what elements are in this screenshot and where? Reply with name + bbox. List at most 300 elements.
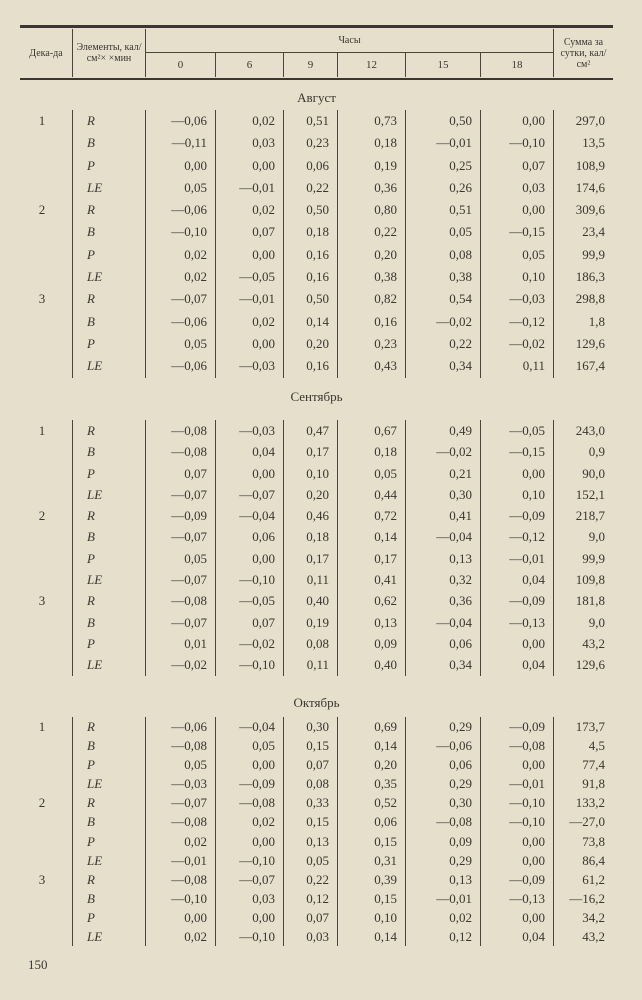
daily-sum-cell: 108,9 <box>553 155 613 177</box>
month-section <box>20 420 613 676</box>
decade-cell: 3 <box>38 291 46 307</box>
value-cell: 0,06 <box>405 755 480 774</box>
value-cell: 0,00 <box>480 463 553 484</box>
value-cell: 0,10 <box>480 484 553 505</box>
page-number: 150 <box>28 957 48 972</box>
value-cell: 0,29 <box>405 851 480 870</box>
value-cell: —0,07 <box>145 484 215 505</box>
value-cell: 0,00 <box>480 832 553 851</box>
value-cell: —0,08 <box>145 870 215 889</box>
table-row <box>20 526 613 547</box>
decade-cell: 3 <box>38 871 46 887</box>
daily-sum-cell: 73,8 <box>553 832 613 851</box>
value-cell: —0,05 <box>215 266 283 288</box>
value-cell: 0,15 <box>337 832 405 851</box>
table-row <box>20 832 613 851</box>
month-section <box>20 717 613 946</box>
value-cell: 0,05 <box>145 177 215 199</box>
value-cell: 0,43 <box>337 355 405 377</box>
daily-sum-cell: 186,3 <box>553 266 613 288</box>
value-cell: —0,10 <box>215 569 283 590</box>
value-cell: 0,05 <box>405 221 480 243</box>
daily-sum-cell: 61,2 <box>553 870 613 889</box>
table-row <box>20 355 613 377</box>
value-cell: 0,34 <box>405 654 480 675</box>
table-row <box>20 569 613 590</box>
value-cell: —0,01 <box>405 889 480 908</box>
daily-sum-cell: 99,9 <box>553 548 613 569</box>
daily-sum-cell: 109,8 <box>553 569 613 590</box>
value-cell: 0,05 <box>145 755 215 774</box>
value-cell: —0,06 <box>145 717 215 736</box>
decade-cell <box>20 812 72 831</box>
daily-sum-cell: 129,6 <box>553 654 613 675</box>
table-header <box>20 29 613 77</box>
element-cell: LE <box>72 484 145 505</box>
value-cell: 0,08 <box>283 774 337 793</box>
value-cell: 0,00 <box>215 755 283 774</box>
value-cell: 0,17 <box>283 548 337 569</box>
element-cell: P <box>72 908 145 927</box>
value-cell: —0,06 <box>145 311 215 333</box>
value-cell: —0,13 <box>480 889 553 908</box>
value-cell: —0,10 <box>215 851 283 870</box>
element-cell: B <box>72 889 145 908</box>
value-cell: 0,16 <box>283 266 337 288</box>
element-cell: R <box>72 420 145 441</box>
value-cell: 0,05 <box>480 244 553 266</box>
value-cell: 0,10 <box>480 266 553 288</box>
value-cell: —0,15 <box>480 441 553 462</box>
decade-cell: 3 <box>38 593 46 609</box>
value-cell: 0,25 <box>405 155 480 177</box>
value-cell: —0,08 <box>145 812 215 831</box>
value-cell: 0,50 <box>283 199 337 221</box>
value-cell: 0,50 <box>405 110 480 132</box>
header-hour-12: 12 <box>337 53 405 77</box>
value-cell: 0,41 <box>337 569 405 590</box>
decade-cell <box>20 177 72 199</box>
header-hour-6: 6 <box>215 53 283 77</box>
element-cell: P <box>72 244 145 266</box>
element-cell: P <box>72 333 145 355</box>
value-cell: 0,11 <box>283 569 337 590</box>
daily-sum-cell: 297,0 <box>553 110 613 132</box>
value-cell: 0,03 <box>215 132 283 154</box>
value-cell: —0,01 <box>480 774 553 793</box>
value-cell: 0,38 <box>405 266 480 288</box>
value-cell: 0,46 <box>283 505 337 526</box>
value-cell: 0,16 <box>283 244 337 266</box>
table-row <box>20 755 613 774</box>
value-cell: 0,20 <box>337 244 405 266</box>
table-row <box>20 311 613 333</box>
value-cell: —0,03 <box>215 355 283 377</box>
decade-cell <box>20 908 72 927</box>
value-cell: 0,17 <box>337 548 405 569</box>
daily-sum-cell: 43,2 <box>553 633 613 654</box>
value-cell: 0,04 <box>480 927 553 946</box>
element-cell: LE <box>72 654 145 675</box>
table-row <box>20 908 613 927</box>
value-cell: 0,16 <box>337 311 405 333</box>
table-row <box>20 441 613 462</box>
daily-sum-cell: 4,5 <box>553 736 613 755</box>
value-cell: 0,08 <box>283 633 337 654</box>
value-cell: —0,06 <box>145 199 215 221</box>
element-cell: P <box>72 155 145 177</box>
element-cell: R <box>72 505 145 526</box>
decade-cell: 1 <box>38 719 46 734</box>
element-cell: LE <box>72 927 145 946</box>
daily-sum-cell: 152,1 <box>553 484 613 505</box>
value-cell: 0,12 <box>405 927 480 946</box>
table-row <box>20 288 613 310</box>
value-cell: —0,07 <box>145 526 215 547</box>
value-cell: 0,54 <box>405 288 480 310</box>
value-cell: 0,07 <box>215 221 283 243</box>
value-cell: —0,06 <box>145 355 215 377</box>
value-cell: 0,31 <box>337 851 405 870</box>
table-row <box>20 612 613 633</box>
value-cell: 0,02 <box>215 812 283 831</box>
value-cell: 0,02 <box>145 832 215 851</box>
value-cell: 0,04 <box>215 441 283 462</box>
month-heading: Октябрь <box>293 695 340 710</box>
value-cell: 0,00 <box>480 633 553 654</box>
daily-sum-cell: 9,0 <box>553 526 613 547</box>
value-cell: —0,04 <box>215 717 283 736</box>
value-cell: —0,07 <box>215 484 283 505</box>
value-cell: 0,02 <box>215 199 283 221</box>
value-cell: 0,02 <box>215 311 283 333</box>
value-cell: 0,04 <box>480 569 553 590</box>
value-cell: 0,18 <box>283 221 337 243</box>
value-cell: —0,10 <box>480 132 553 154</box>
value-cell: 0,00 <box>145 155 215 177</box>
decade-cell <box>20 851 72 870</box>
element-cell: R <box>72 717 145 736</box>
value-cell: —0,10 <box>145 221 215 243</box>
value-cell: —0,08 <box>215 793 283 812</box>
decade-cell <box>20 355 72 377</box>
value-cell: 0,22 <box>337 221 405 243</box>
value-cell: —0,02 <box>480 333 553 355</box>
element-cell: B <box>72 736 145 755</box>
table-row <box>20 155 613 177</box>
value-cell: 0,47 <box>283 420 337 441</box>
header-hours: Часы <box>145 29 553 53</box>
daily-sum-cell: 99,9 <box>553 244 613 266</box>
value-cell: 0,30 <box>405 484 480 505</box>
element-cell: R <box>72 110 145 132</box>
value-cell: 0,69 <box>337 717 405 736</box>
value-cell: —0,04 <box>215 505 283 526</box>
value-cell: —0,02 <box>405 311 480 333</box>
daily-sum-cell: 13,5 <box>553 132 613 154</box>
value-cell: 0,20 <box>283 484 337 505</box>
value-cell: 0,05 <box>145 333 215 355</box>
value-cell: 0,02 <box>215 110 283 132</box>
decade-cell <box>20 755 72 774</box>
element-cell: LE <box>72 851 145 870</box>
element-cell: LE <box>72 266 145 288</box>
daily-sum-cell: 91,8 <box>553 774 613 793</box>
value-cell: 0,17 <box>283 441 337 462</box>
value-cell: 0,21 <box>405 463 480 484</box>
value-cell: 0,32 <box>405 569 480 590</box>
element-cell: P <box>72 832 145 851</box>
value-cell: —0,08 <box>480 736 553 755</box>
value-cell: —0,08 <box>145 441 215 462</box>
value-cell: 0,09 <box>405 832 480 851</box>
table-row <box>20 177 613 199</box>
value-cell: 0,23 <box>337 333 405 355</box>
value-cell: 0,00 <box>480 851 553 870</box>
element-cell: P <box>72 548 145 569</box>
decade-cell <box>20 484 72 505</box>
header-hour-18: 18 <box>480 53 553 77</box>
value-cell: —0,12 <box>480 526 553 547</box>
value-cell: —0,09 <box>480 590 553 611</box>
value-cell: 0,67 <box>337 420 405 441</box>
decade-cell <box>20 221 72 243</box>
value-cell: —0,01 <box>215 288 283 310</box>
table-row <box>20 851 613 870</box>
value-cell: —0,03 <box>215 420 283 441</box>
element-cell: R <box>72 870 145 889</box>
table-row <box>20 736 613 755</box>
value-cell: —0,08 <box>145 590 215 611</box>
value-cell: 0,50 <box>283 288 337 310</box>
value-cell: 0,03 <box>215 889 283 908</box>
value-cell: 0,11 <box>283 654 337 675</box>
daily-sum-cell: 181,8 <box>553 590 613 611</box>
table-row <box>20 654 613 675</box>
value-cell: 0,08 <box>405 244 480 266</box>
value-cell: —0,01 <box>145 851 215 870</box>
daily-sum-cell: 243,0 <box>553 420 613 441</box>
value-cell: —0,05 <box>480 420 553 441</box>
element-cell: R <box>72 590 145 611</box>
value-cell: 0,00 <box>480 110 553 132</box>
table-row <box>20 774 613 793</box>
value-cell: 0,39 <box>337 870 405 889</box>
value-cell: —0,03 <box>480 288 553 310</box>
value-cell: 0,30 <box>405 793 480 812</box>
value-cell: 0,72 <box>337 505 405 526</box>
value-cell: —0,01 <box>215 177 283 199</box>
daily-sum-cell: 86,4 <box>553 851 613 870</box>
value-cell: 0,14 <box>337 927 405 946</box>
value-cell: 0,34 <box>405 355 480 377</box>
table-row <box>20 110 613 132</box>
value-cell: 0,15 <box>283 812 337 831</box>
decade-cell <box>20 612 72 633</box>
table-row <box>20 132 613 154</box>
value-cell: 0,16 <box>283 355 337 377</box>
decade-cell <box>20 526 72 547</box>
value-cell: 0,00 <box>480 908 553 927</box>
daily-sum-cell: 0,9 <box>553 441 613 462</box>
value-cell: —0,04 <box>405 526 480 547</box>
daily-sum-cell: —27,0 <box>553 812 613 831</box>
daily-sum-cell: —16,2 <box>553 889 613 908</box>
value-cell: 0,02 <box>145 244 215 266</box>
value-cell: 0,49 <box>405 420 480 441</box>
table-row <box>20 870 613 889</box>
daily-sum-cell: 43,2 <box>553 927 613 946</box>
daily-sum-cell: 133,2 <box>553 793 613 812</box>
value-cell: —0,05 <box>215 590 283 611</box>
value-cell: 0,18 <box>337 441 405 462</box>
value-cell: 0,12 <box>283 889 337 908</box>
table-row <box>20 420 613 441</box>
element-cell: R <box>72 199 145 221</box>
value-cell: 0,05 <box>145 548 215 569</box>
decade-cell: 2 <box>38 795 46 811</box>
value-cell: —0,10 <box>145 889 215 908</box>
value-cell: 0,06 <box>405 633 480 654</box>
value-cell: 0,00 <box>480 199 553 221</box>
decade-cell <box>20 333 72 355</box>
header-decade: Дека-да <box>29 47 63 59</box>
decade-cell: 1 <box>38 423 46 438</box>
element-cell: B <box>72 441 145 462</box>
element-cell: P <box>72 463 145 484</box>
daily-sum-cell: 298,8 <box>553 288 613 310</box>
value-cell: 0,14 <box>337 736 405 755</box>
header-bottom-rule <box>20 78 613 80</box>
table-row <box>20 505 613 526</box>
table-row <box>20 244 613 266</box>
value-cell: 0,06 <box>215 526 283 547</box>
value-cell: —0,01 <box>405 132 480 154</box>
value-cell: 0,07 <box>215 612 283 633</box>
value-cell: 0,07 <box>145 463 215 484</box>
value-cell: 0,05 <box>215 736 283 755</box>
header-sum: Сумма за сутки, кал/см² <box>553 29 613 77</box>
value-cell: —0,10 <box>480 793 553 812</box>
table-row <box>20 221 613 243</box>
value-cell: 0,26 <box>405 177 480 199</box>
element-cell: P <box>72 755 145 774</box>
element-cell: LE <box>72 569 145 590</box>
table-row <box>20 717 613 736</box>
daily-sum-cell: 309,6 <box>553 199 613 221</box>
element-cell: R <box>72 288 145 310</box>
value-cell: 0,13 <box>405 870 480 889</box>
daily-sum-cell: 173,7 <box>553 717 613 736</box>
decade-cell: 2 <box>38 508 46 524</box>
decade-cell: 1 <box>38 113 46 128</box>
element-cell: B <box>72 812 145 831</box>
value-cell: —0,04 <box>405 612 480 633</box>
element-cell: R <box>72 793 145 812</box>
daily-sum-cell: 167,4 <box>553 355 613 377</box>
value-cell: 0,44 <box>337 484 405 505</box>
element-cell: LE <box>72 177 145 199</box>
value-cell: 0,35 <box>337 774 405 793</box>
value-cell: 0,07 <box>283 755 337 774</box>
table-row <box>20 333 613 355</box>
value-cell: —0,10 <box>215 927 283 946</box>
header-hour-15: 15 <box>405 53 480 77</box>
value-cell: —0,03 <box>145 774 215 793</box>
table-row <box>20 590 613 611</box>
decade-cell <box>20 266 72 288</box>
value-cell: 0,52 <box>337 793 405 812</box>
value-cell: 0,22 <box>283 177 337 199</box>
value-cell: 0,03 <box>480 177 553 199</box>
top-rule <box>20 25 613 28</box>
value-cell: 0,36 <box>405 590 480 611</box>
month-section <box>20 110 613 378</box>
daily-sum-cell: 23,4 <box>553 221 613 243</box>
element-cell: B <box>72 526 145 547</box>
value-cell: —0,02 <box>145 654 215 675</box>
header-hour-9: 9 <box>283 53 337 77</box>
value-cell: —0,15 <box>480 221 553 243</box>
header-elements: Элементы, кал/см²× ×мин <box>72 29 145 77</box>
value-cell: —0,02 <box>215 633 283 654</box>
decade-cell <box>20 441 72 462</box>
element-cell: B <box>72 612 145 633</box>
decade-cell <box>20 463 72 484</box>
value-cell: 0,38 <box>337 266 405 288</box>
value-cell: 0,40 <box>337 654 405 675</box>
value-cell: —0,07 <box>215 870 283 889</box>
value-cell: —0,13 <box>480 612 553 633</box>
value-cell: —0,07 <box>145 793 215 812</box>
value-cell: 0,03 <box>283 927 337 946</box>
value-cell: 0,19 <box>283 612 337 633</box>
value-cell: —0,10 <box>480 812 553 831</box>
value-cell: 0,15 <box>337 889 405 908</box>
element-cell: LE <box>72 355 145 377</box>
value-cell: —0,09 <box>215 774 283 793</box>
decade-cell <box>20 774 72 793</box>
value-cell: 0,82 <box>337 288 405 310</box>
daily-sum-cell: 9,0 <box>553 612 613 633</box>
value-cell: 0,00 <box>215 463 283 484</box>
value-cell: 0,62 <box>337 590 405 611</box>
decade-cell: 2 <box>38 202 46 218</box>
value-cell: 0,00 <box>215 832 283 851</box>
value-cell: 0,00 <box>145 908 215 927</box>
value-cell: —0,09 <box>145 505 215 526</box>
value-cell: 0,18 <box>337 132 405 154</box>
value-cell: —0,08 <box>145 420 215 441</box>
value-cell: —0,06 <box>405 736 480 755</box>
value-cell: 0,01 <box>145 633 215 654</box>
value-cell: 0,29 <box>405 717 480 736</box>
table-row <box>20 463 613 484</box>
value-cell: 0,15 <box>283 736 337 755</box>
daily-sum-cell: 1,8 <box>553 311 613 333</box>
month-heading: Август <box>297 90 336 105</box>
table-row <box>20 548 613 569</box>
table-row <box>20 484 613 505</box>
value-cell: 0,06 <box>337 812 405 831</box>
value-cell: 0,30 <box>283 717 337 736</box>
value-cell: —0,07 <box>145 288 215 310</box>
decade-cell <box>20 633 72 654</box>
value-cell: —0,07 <box>145 612 215 633</box>
table-row <box>20 199 613 221</box>
value-cell: 0,10 <box>283 463 337 484</box>
value-cell: 0,73 <box>337 110 405 132</box>
